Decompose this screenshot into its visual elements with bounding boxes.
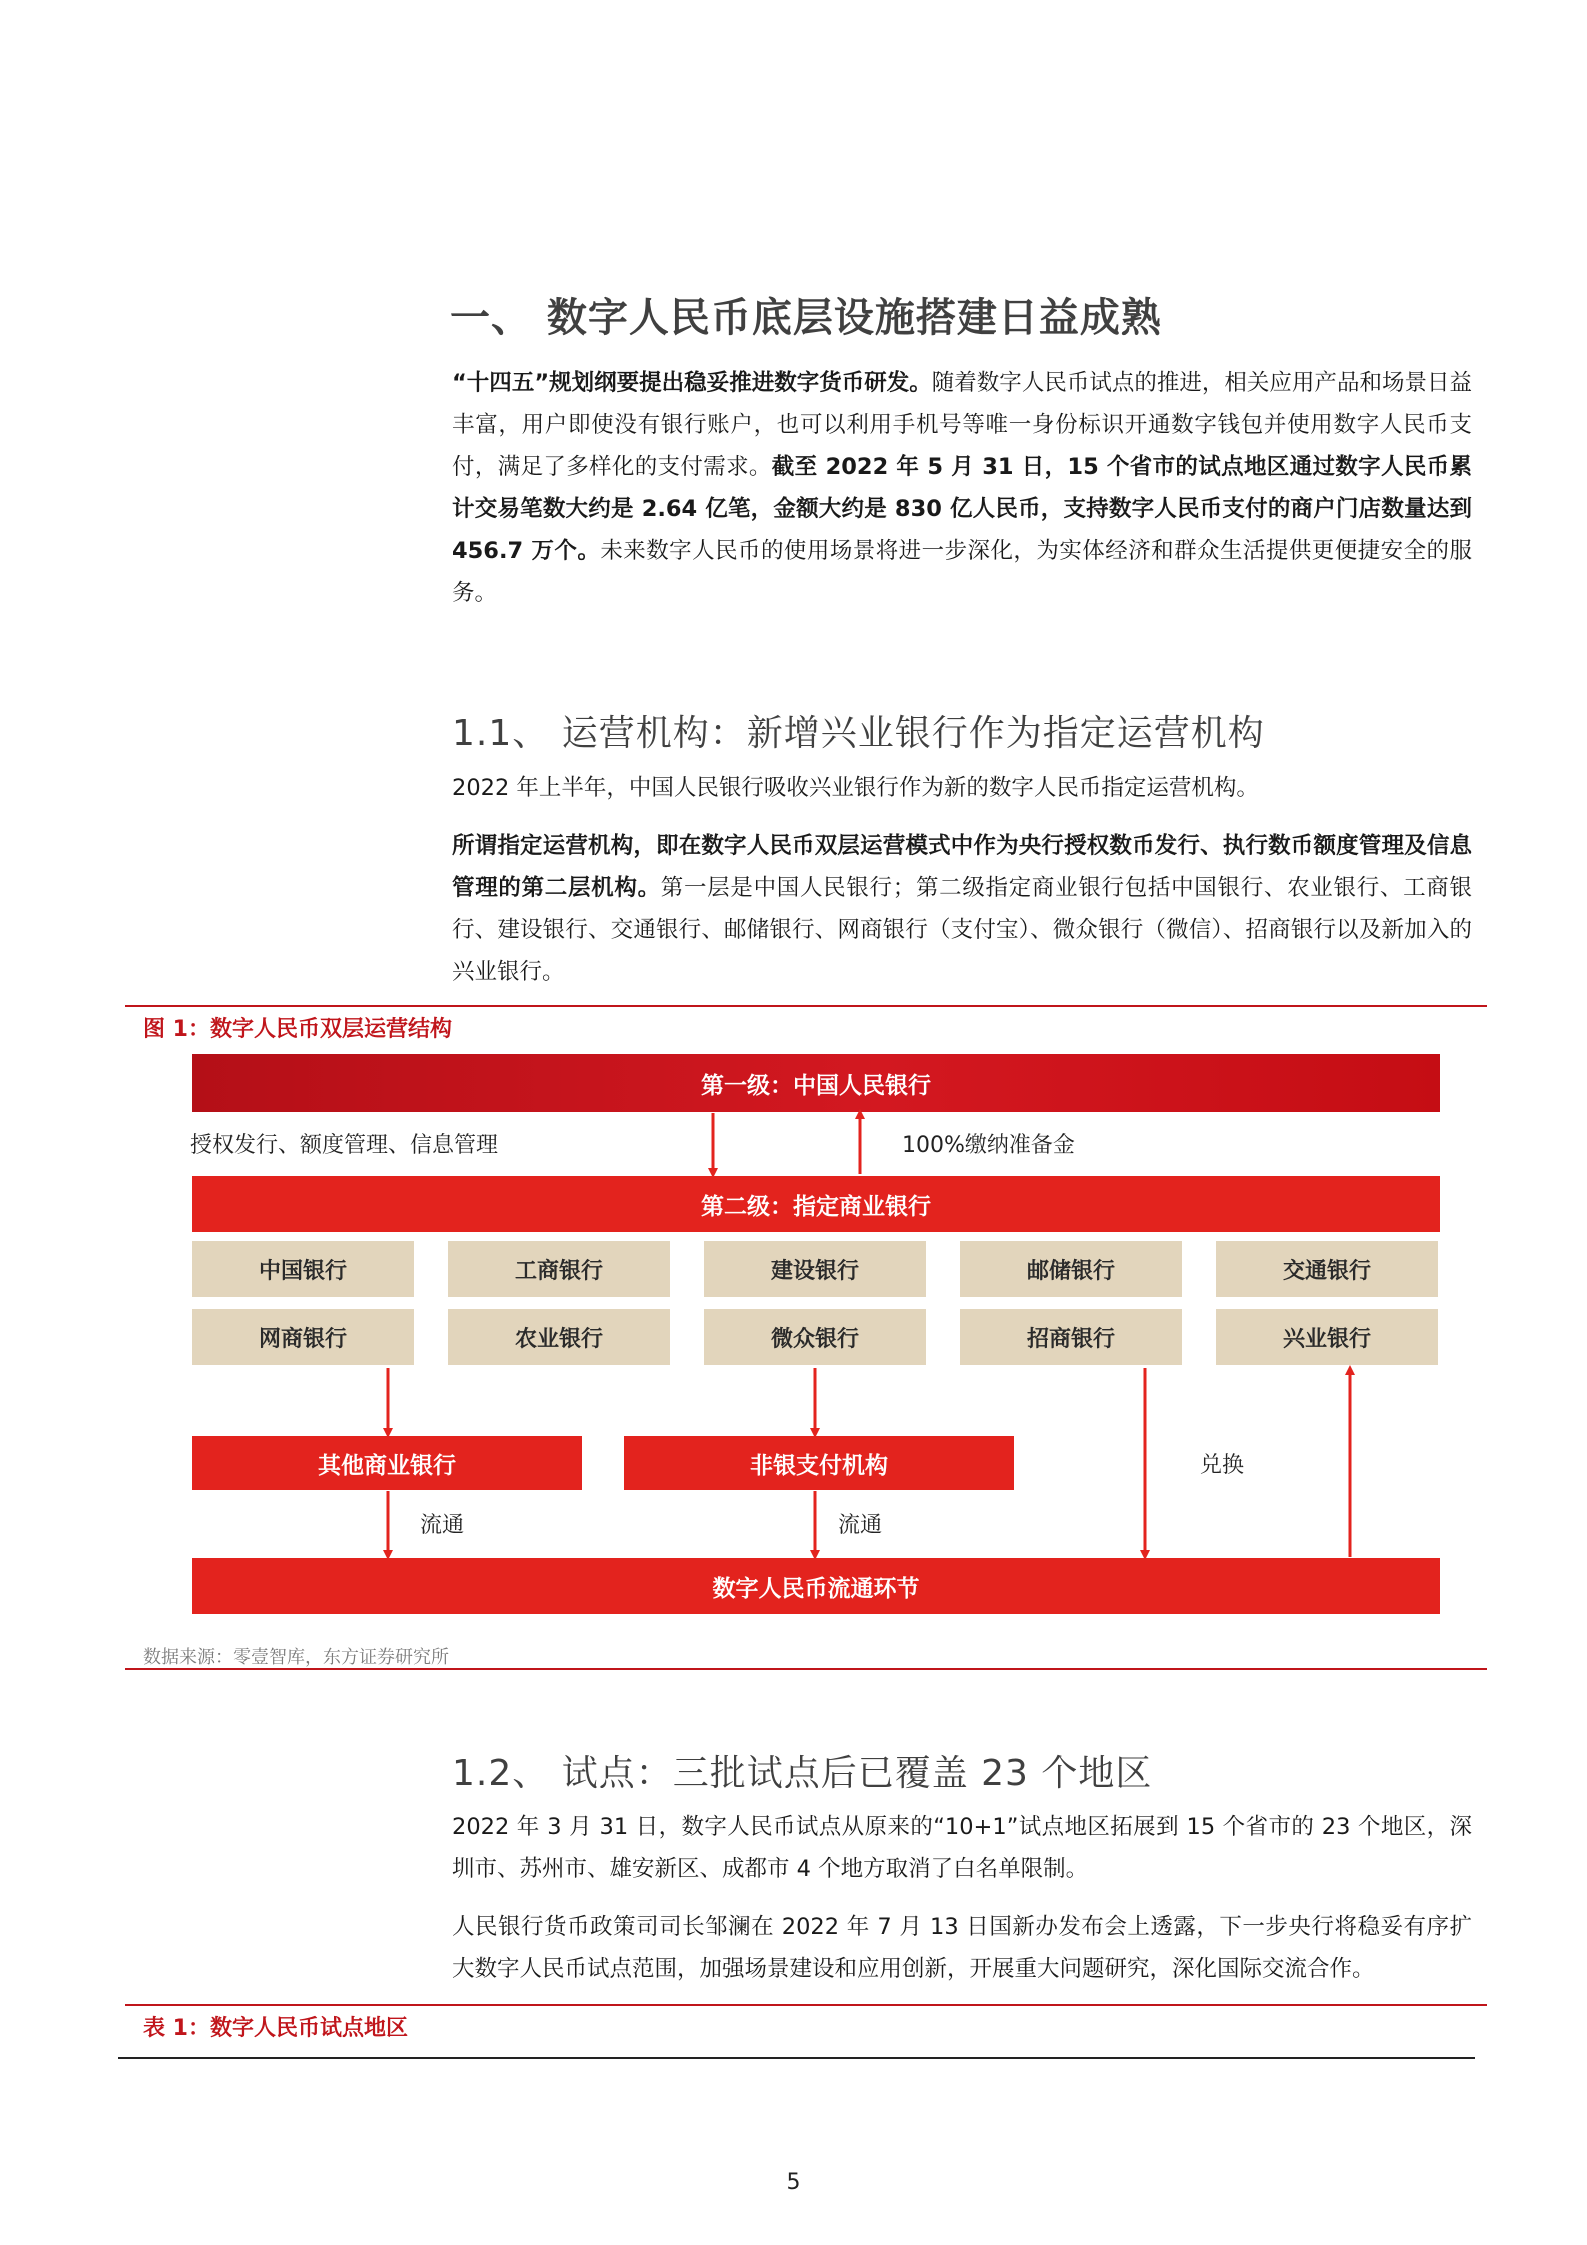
bank-box: 工商银行 [448, 1241, 670, 1297]
bank-box: 农业银行 [448, 1309, 670, 1365]
section11-paragraph-1: 2022 年上半年，中国人民银行吸收兴业银行作为新的数字人民币指定运营机构。 [452, 775, 1259, 801]
figure-caption: 图 1：数字人民币双层运营结构 [143, 1017, 452, 1042]
section-heading-1-2: 1.2、 试点：三批试点后已覆盖 23 个地区 [452, 1753, 1153, 1794]
flow-label-1: 流通 [420, 1513, 465, 1538]
tier2-bar: 第二级：指定商业银行 [192, 1176, 1440, 1232]
figure-bottom-rule [125, 1668, 1487, 1670]
bank-box: 中国银行 [192, 1241, 414, 1297]
para2-rest: 第一层是中国人民银行；第二级指定商业银行包括中国银行、农业银行、工商银行、建设银行、交通银行、邮储银行、网商银行（支付宝）、微众银行（微信）、招商银行以及新加入的兴业银行。 [452, 875, 1472, 985]
other-banks-box: 其他商业银行 [192, 1436, 582, 1490]
para-text-4: 未来数字人民币的使用场景将进一步深化，为实体经济和群众生活提供更便捷安全的服务。 [452, 538, 1472, 606]
bank-box: 网商银行 [192, 1309, 414, 1365]
section-heading-1: 一、 数字人民币底层设施搭建日益成熟 [450, 295, 1162, 341]
section12-paragraph-2: 人民银行货币政策司司长邹澜在 2022 年 7 月 13 日国新办发布会上透露，下一步央行将稳妥有序扩大数字人民币试点范围，加强场景建设和应用创新，开展重大问题研究，深化国际交流合作。 [452, 1914, 1472, 1982]
tier1-bar: 第一级：中国人民银行 [192, 1054, 1440, 1112]
bank-box: 微众银行 [704, 1309, 926, 1365]
table-header-rule [118, 2057, 1475, 2059]
figure-source: 数据来源：零壹智库，东方证券研究所 [143, 1647, 449, 1668]
bank-box: 建设银行 [704, 1241, 926, 1297]
bank-box: 邮储银行 [960, 1241, 1182, 1297]
bank-box: 交通银行 [1216, 1241, 1438, 1297]
bank-box: 兴业银行 [1216, 1309, 1438, 1365]
table-caption: 表 1：数字人民币试点地区 [143, 2016, 408, 2041]
exchange-label: 兑换 [1200, 1453, 1245, 1478]
circulation-bar: 数字人民币流通环节 [192, 1558, 1440, 1614]
para-bold-3: 截至 2022 年 5 月 31 日，15 个省市的试点地区通过数字人民币累计交易笔数大约是 2.64 亿笔，金额大约是 830 亿人民币，支持数字人民币支付的商户门店数量达到 456.7 万个。 [452, 454, 1472, 564]
left-flow-label: 授权发行、额度管理、信息管理 [190, 1133, 499, 1158]
bank-box: 招商银行 [960, 1309, 1182, 1365]
para-text-2: 随着数字人民币试点的推进，相关应用产品和场景日益丰富，用户即使没有银行账户，也可以利用手机号等唯一身份标识开通数字钱包并使用数字人民币支付，满足了多样化的支付需求。 [452, 370, 1472, 480]
table-top-rule [125, 2004, 1487, 2006]
section12-paragraph-1: 2022 年 3 月 31 日，数字人民币试点从原来的“10+1”试点地区拓展到 15 个省市的 23 个地区，深圳市、苏州市、雄安新区、成都市 4 个地方取消了白名单限制。 [452, 1814, 1472, 1882]
para2-bold: 所谓指定运营机构，即在数字人民币双层运营模式中作为央行授权数币发行、执行数币额度管理及信息管理的第二层机构。 [452, 833, 1472, 901]
para-bold-1: “十四五”规划纲要提出稳妥推进数字货币研发。 [452, 370, 932, 396]
page-number: 5 [786, 2170, 801, 2195]
right-flow-label: 100%缴纳准备金 [902, 1133, 1075, 1158]
non-bank-payment-box: 非银支付机构 [624, 1436, 1014, 1490]
section-heading-1-1: 1.1、 运营机构：新增兴业银行作为指定运营机构 [452, 713, 1265, 754]
flow-label-2: 流通 [838, 1513, 883, 1538]
